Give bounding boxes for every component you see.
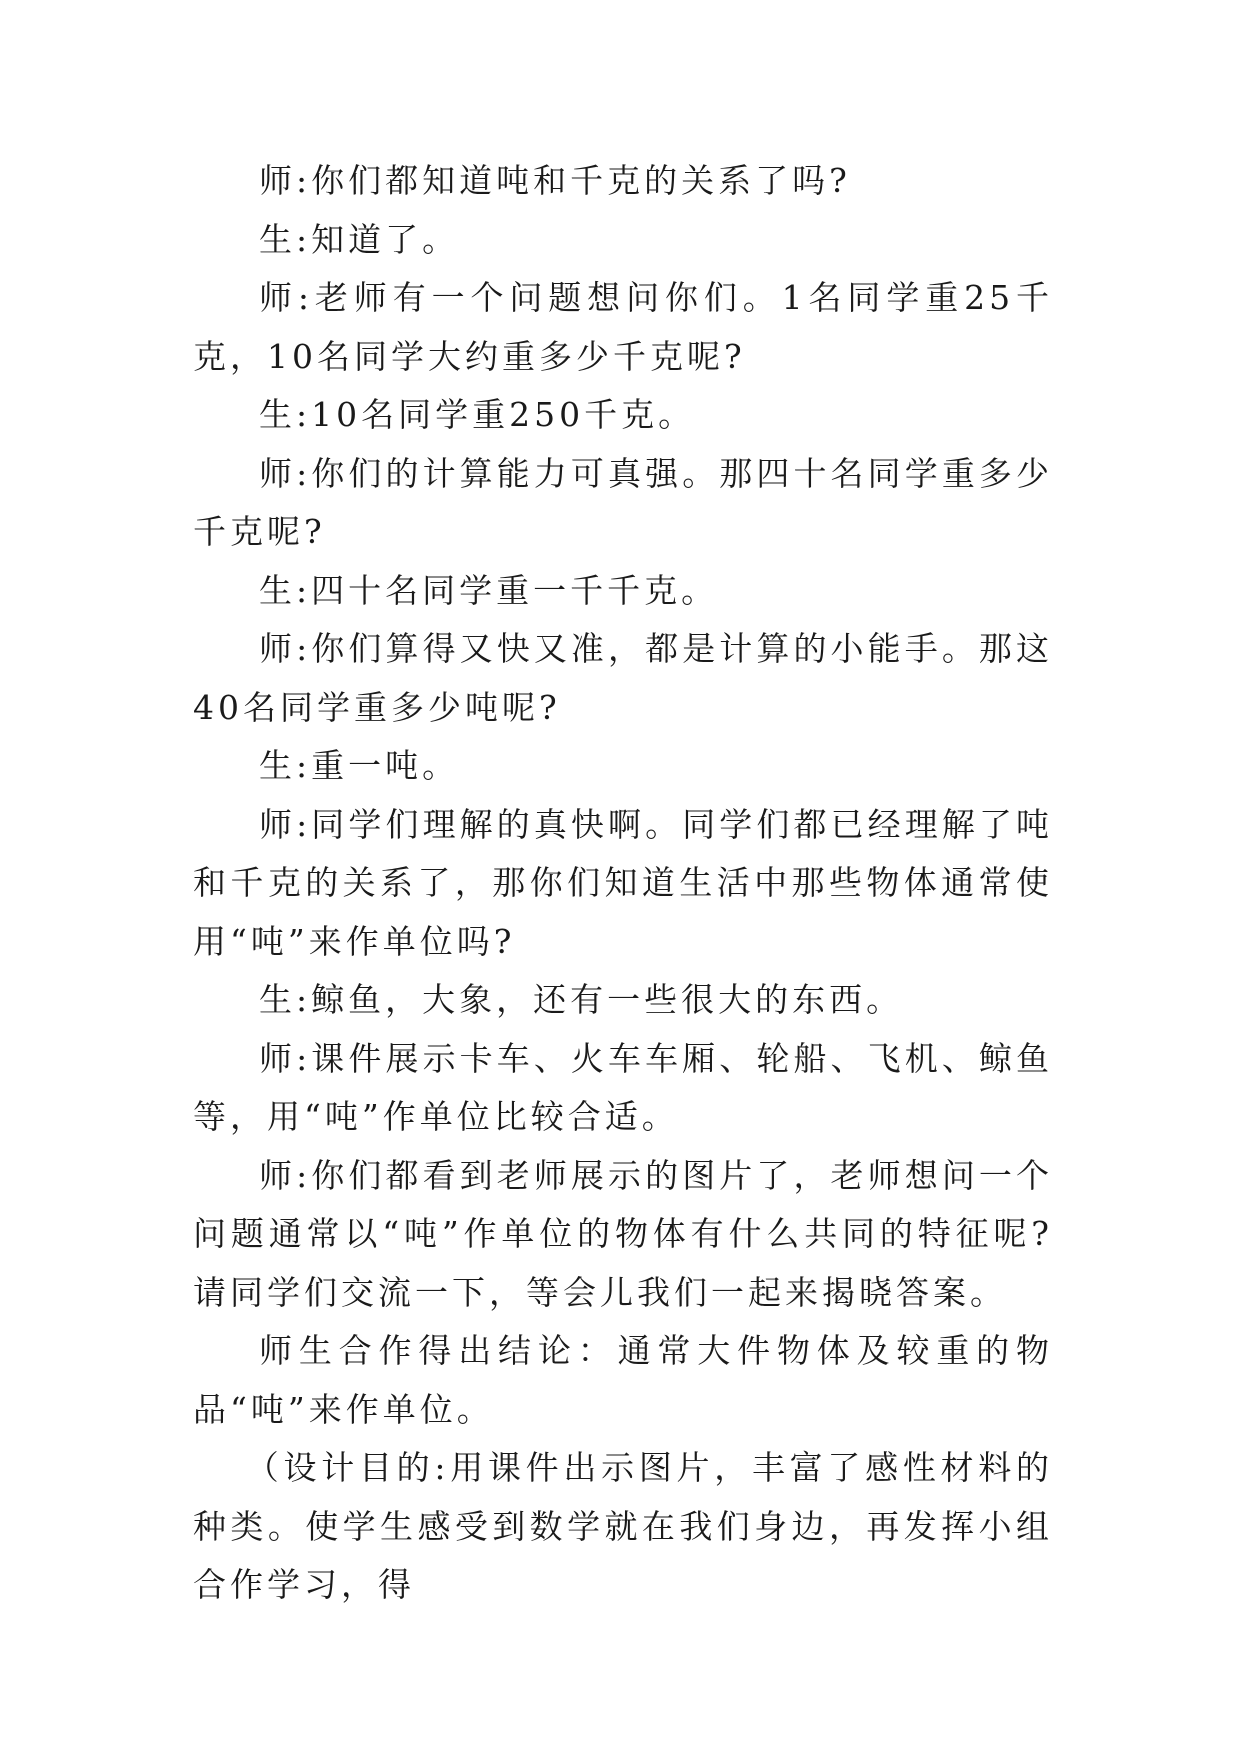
paragraph-13: 师生合作得出结论：通常大件物体及较重的物品“吨”来作单位。 <box>193 1331 1053 1429</box>
paragraph-5: 师:你们的计算能力可真强。那四十名同学重多少千克呢? <box>193 453 1053 551</box>
paragraph-3: 师:老师有一个问题想问你们。1名同学重25千克，10名同学大约重多少千克呢? <box>193 278 1053 376</box>
paragraph-4: 生:10名同学重250千克。 <box>259 395 696 434</box>
paragraph-12: 师:你们都看到老师展示的图片了，老师想问一个问题通常以“吨”作单位的物体有什么共同的特征呢?请同学们交流一下，等会儿我们一起来揭晓答案。 <box>193 1155 1053 1312</box>
paragraph-8: 生:重一吨。 <box>259 746 460 785</box>
document-body <box>193 152 1053 1615</box>
paragraph-9: 师:同学们理解的真快啊。同学们都已经理解了吨和千克的关系了，那你们知道生活中那些物体通常使用“吨”来作单位吗? <box>193 804 1053 961</box>
paragraph-10: 生:鲸鱼，大象，还有一些很大的东西。 <box>259 980 904 1019</box>
paragraph-11: 师:课件展示卡车、火车车厢、轮船、飞机、鲸鱼等，用“吨”作单位比较合适。 <box>193 1038 1053 1136</box>
paragraph-7: 师:你们算得又快又准，都是计算的小能手。那这40名同学重多少吨呢? <box>193 629 1053 727</box>
design-purpose-note: （设计目的:用课件出示图片，丰富了感性材料的种类。使学生感受到数学就在我们身边，再发挥小组合作学习，得 <box>193 1448 1053 1604</box>
paragraph-1: 师:你们都知道吨和千克的关系了吗? <box>259 161 851 200</box>
paragraph-2: 生:知道了。 <box>259 219 460 259</box>
paragraph-6: 生:四十名同学重一千千克。 <box>259 570 719 610</box>
